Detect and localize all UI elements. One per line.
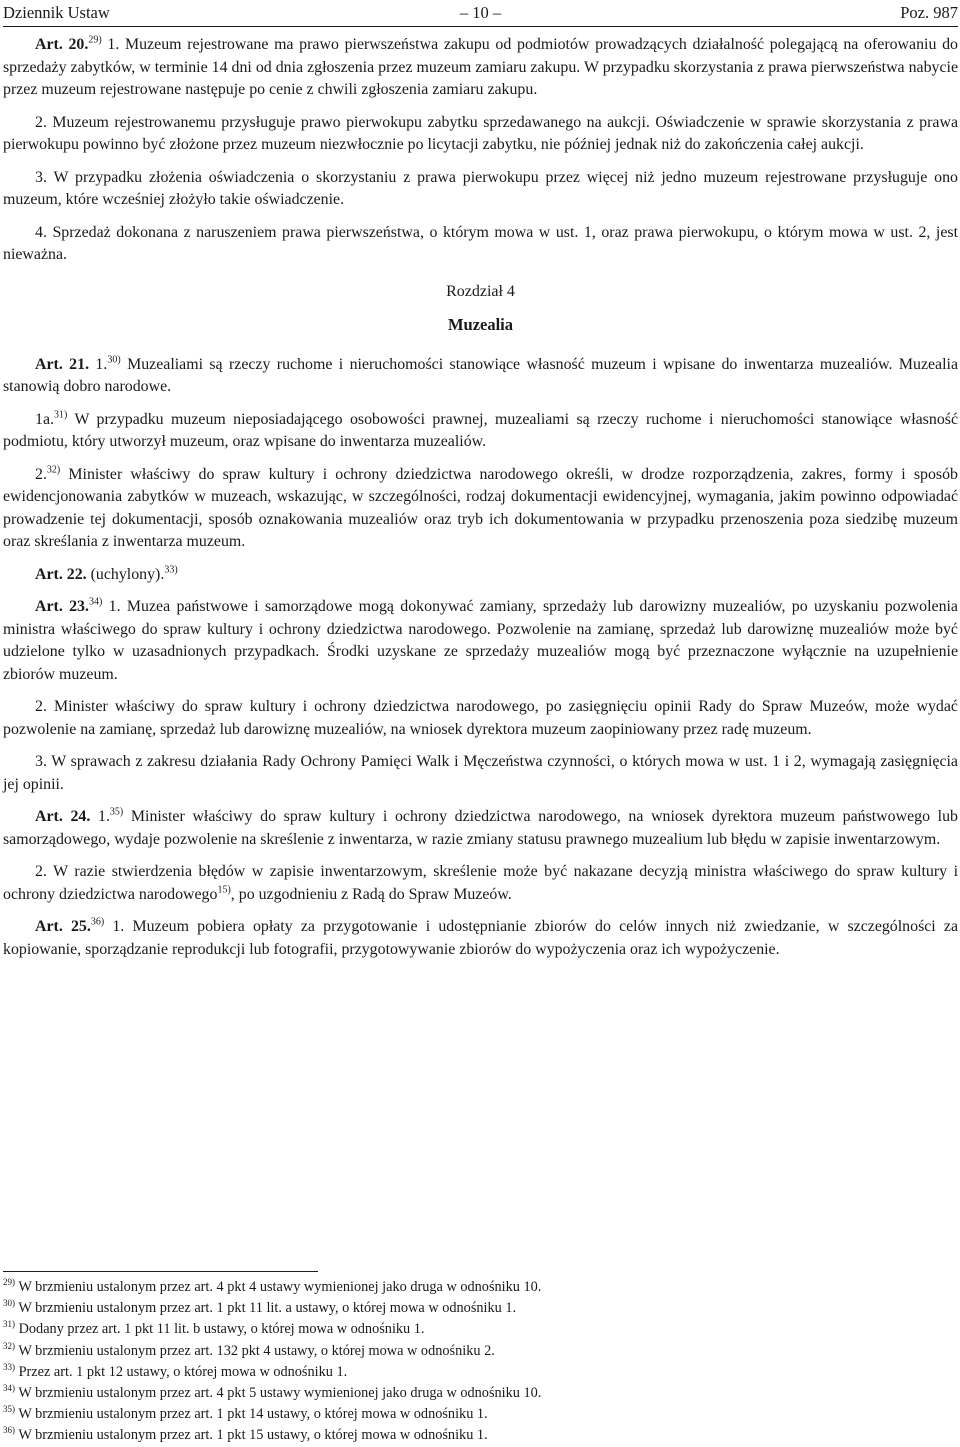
footnote-text: W brzmieniu ustalonym przez art. 4 pkt 4 ustawy wymienionej jako druga w odnośniku 10. [15,1279,542,1295]
paragraph-art20-1 [3,34,958,102]
paragraph-text: 2. Muzeum rejestrowanemu przysługuje prawo pierwokupu zabytku sprzedawanego na aukcji. Oświadczenie w sprawie skorzystania z prawa pierwokupu powinno być złożone przez muzeum niezwłocznie po licytacji zabytku, nie później jednak niż do zakończenia całej aukcji. [3,113,958,153]
paragraph-art21-2 [3,464,958,554]
footnote-number: 31) [3,1319,15,1330]
footnote-ref: 34) [88,596,103,608]
paragraph-art21-1a [3,409,958,454]
footnote-ref: 31) [53,409,68,421]
paragraph-text: (uchylony). [86,565,165,583]
paragraph-art20-2 [3,112,958,157]
footnote-item [3,1319,958,1340]
paragraph-art24-2 [3,861,958,906]
paragraph-text: W przypadku muzeum nieposiadającego osobowości prawnej, muzealiami są rzeczy ruchome i nieruchomości stanowiące własność podmiotu, który utworzył muzeum, oraz wpisane do inwentarza muzealiów. [3,410,958,450]
paragraph-art25-1 [3,916,958,961]
article-number: Art. 20. [35,36,89,53]
article-number: Art. 21. [35,355,90,373]
footnote-text: W brzmieniu ustalonym przez art. 132 pkt 4 ustawy, o której mowa w odnośniku 2. [15,1342,495,1359]
footnote-ref: 15) [217,884,231,896]
footnote-number: 35) [3,1404,15,1415]
paragraph-text: 1. Muzea państwowe i samorządowe mogą dokonywać zamiany, sprzedaży lub darowizny muzealiów, po uzyskaniu pozwolenia ministra właściwego do spraw kultury i ochrony dziedzictwa narodowego. Pozwolenie na zamianę, sprzedaż lub darowiznę muzealiów może być udzielone tylko w uzasadnionych przypadkach. Środki uzyskane ze sprzedaży muzealiów mogą być przeznaczone wyłącznie na uzupełnienie zbiorów muzeum. [3,598,958,683]
footnote-ref: 33) [164,564,178,576]
paragraph-text: 4. Sprzedaż dokonana z naruszeniem prawa pierwszeństwa, o którym mowa w ust. 1, oraz prawa pierwokupu, o którym mowa w ust. 2, jest nieważna. [3,223,958,263]
footnote-item [3,1362,958,1383]
footnote-ref: 35) [109,806,124,818]
footnote-number: 29) [3,1277,15,1288]
article-number: Art. 24. [35,808,91,825]
footnote-text: Przez art. 1 pkt 12 ustawy, o której mowa w odnośniku 1. [15,1363,348,1380]
footnote-number: 33) [3,1362,15,1373]
paragraph-text: 1. Muzeum rejestrowane ma prawo pierwszeństwa zakupu od podmiotów prowadzących działalność polegającą na oferowaniu do sprzedaży zabytków, w terminie 14 dni od dnia zgłoszenia przez muzeum zamiaru zakupu. W przypadku skorzystania z prawa pierwszeństwa nabycie przez muzeum rejestrowane następuje po cenie z chwili zgłoszenia zamiaru zakupu. [3,36,958,98]
position-number: Poz. 987 [900,3,958,22]
footnote-item [3,1298,958,1319]
document-body [3,34,958,971]
paragraph-text: Muzealiami są rzeczy ruchome i nieruchomości stanowiące własność muzeum i wpisane do inwentarza muzealiów. Muzealia stanowią dobro narodowe. [3,355,958,395]
article-20 [3,34,958,267]
paragraph-text: 2. Minister właściwy do spraw kultury i ochrony dziedzictwa narodowego, po zasięgnięciu opinii Rady do Spraw Muzeów, może wydać pozwolenie na zamianę, sprzedaż lub darowiznę muzealiów, na wniosek dyrektora muzeum zaopiniowany przez radę muzeum. [3,698,958,738]
paragraph-text: 1a. [35,410,54,428]
paragraph-text: 2. W razie stwierdzenia błędów w zapisie inwentarzowym, skreślenie może być nakazane decyzją ministra właściwego do spraw kultury i ochrony dziedzictwa narodowego [3,863,958,903]
paragraph-art20-3 [3,167,958,212]
chapter-label: Rozdział 4 [446,282,515,300]
paragraph-art24-1 [3,806,958,851]
paragraph-art23-3 [3,751,958,796]
footnote-text: W brzmieniu ustalonym przez art. 1 pkt 11 lit. a ustawy, o której mowa w odnośniku 1. [15,1300,517,1317]
paragraph-text: 1. [90,808,110,825]
page-header [3,0,958,26]
paragraph-text: 1. Muzeum pobiera opłaty za przygotowanie i udostępnianie zbiorów do celów innych niż zwiedzanie, w szczególności za kopiowanie, sporządzanie reprodukcji lub fotografii, przygotowywanie zbiorów do wypożyczenia oraz ich wypożyczenie. [3,918,958,958]
footnote-text: W brzmieniu ustalonym przez art. 1 pkt 14 ustawy, o której mowa w odnośniku 1. [15,1406,488,1423]
footnote-number: 36) [3,1425,15,1436]
footnote-item [3,1425,958,1446]
article-number: Art. 25. [35,918,91,935]
articles-21-25 [3,354,958,962]
paragraph-text: Minister właściwy do spraw kultury i ochrony dziedzictwa narodowego, na wniosek dyrektora muzeum państwowego lub samorządowego, wydaje pozwolenie na skreślenie z inwentarza, w razie zmiany statusu prawnego muzealium lub błędu w zapisie inwentarzowym. [3,808,958,848]
footnote-item [3,1404,958,1425]
paragraph-art21-1 [3,354,958,399]
header-rule [3,26,958,27]
page-number: – 10 – [459,3,502,22]
footnote-text: Dodany przez art. 1 pkt 11 lit. b ustawy, o której mowa w odnośniku 1. [15,1321,425,1338]
paragraph-art23-2 [3,696,958,741]
article-number: Art. 22. [35,565,87,583]
footnote-item [3,1383,958,1404]
paragraph-text: 2. [35,465,47,483]
footnote-item [3,1341,958,1362]
footnote-number: 32) [3,1340,15,1351]
paragraph-text: 3. W sprawach z zakresu działania Rady Ochrony Pamięci Walk i Męczeństwa czynności, o których mowa w ust. 1 i 2, wymagają zasięgnięcia jej opinii. [3,753,958,793]
document-page [3,0,958,1444]
paragraph-text: 3. W przypadku złożenia oświadczenia o skorzystaniu z prawa pierwokupu przez więcej niż jedno muzeum rejestrowane przysługuje ono muzeum, które wcześniej złożyło takie oświadczenie. [3,168,958,208]
paragraph-text: , po uzgodnieniu z Radą do Spraw Muzeów. [230,885,512,903]
footnote-ref: 30) [107,354,121,366]
footnote-number: 34) [3,1383,15,1394]
footnote-text: W brzmieniu ustalonym przez art. 1 pkt 15 ustawy, o której mowa w odnośniku 1. [15,1427,488,1444]
footnote-number: 30) [3,1298,15,1309]
paragraph-art22 [3,564,958,587]
paragraph-text: 1. [89,355,108,373]
footnote-text: W brzmieniu ustalonym przez art. 4 pkt 5 ustawy wymienionej jako druga w odnośniku 10. [15,1385,542,1402]
footnote-ref: 32) [46,464,61,476]
footnote-ref: 29) [88,34,102,46]
footnote-ref: 36) [90,916,105,928]
chapter-title: Muzealia [447,314,514,334]
footnotes [3,1277,958,1447]
footnote-item [3,1277,958,1298]
article-number: Art. 23. [35,598,89,615]
paragraph-art20-4 [3,222,958,267]
paragraph-text: Minister właściwy do spraw kultury i ochrony dziedzictwa narodowego określi, w drodze rozporządzenia, zakres, formy i sposób ewidencjonowania zabytków w muzeach, wskazując, w szczególności, rodzaj dokumentacji ewidencyjnej, wymagania, jakim powinno odpowiadać prowadzenie tej dokumentacji, sposób oznakowania muzealiów oraz tryb ich dokumentowania w przypadku przenoszenia poza siedzibę muzeum oraz skreślania z inwentarza muzeum. [3,465,958,550]
paragraph-art23-1 [3,596,958,686]
footnote-rule [3,1271,318,1272]
journal-name: Dziennik Ustaw [3,3,110,22]
